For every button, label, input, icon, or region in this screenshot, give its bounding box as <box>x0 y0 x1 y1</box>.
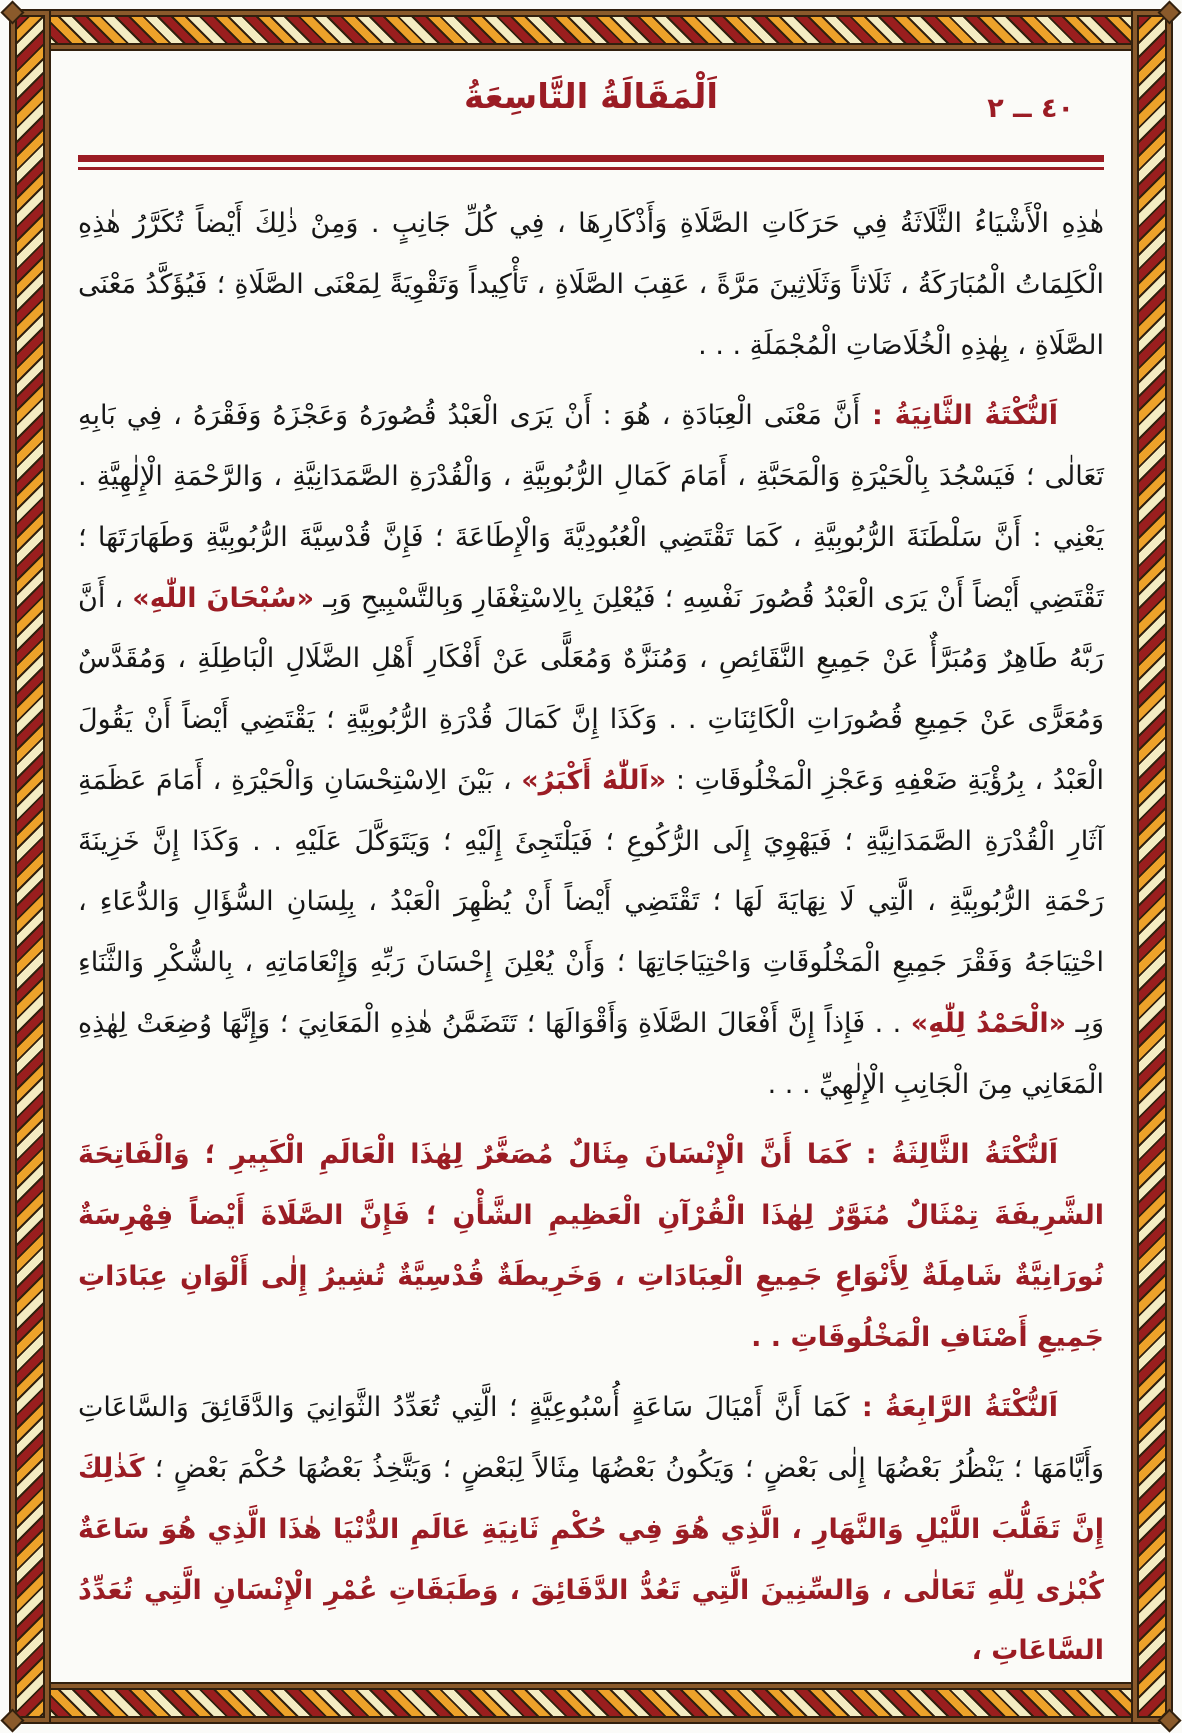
paragraph-2 <box>78 386 1104 1115</box>
text-run-red: كَذٰلِكَ إِنَّ تَقَلُّبَ اللَّيْلِ وَالنَّهَارِ ، الَّذِي هُوَ فِي حُكْمِ ثَانِيَةِ عَالَمِ الدُّنْيَا هٰذَا الَّذِي هُوَ سَاعَةٌ كُبْرٰى لِلّٰهِ تَعَالٰى ، وَالسِّنِينَ الَّتِي تَعُدُّ الدَّقَائِقَ ، وَطَبَقَاتِ عُمْرِ الْإِنْسَانِ الَّتِي تُعَدِّدُ السَّاعَاتِ ، <box>78 1453 1104 1667</box>
section-heading-fourth-point: اَلنُّكْتَةُ الرَّابِعَةُ : <box>849 1392 1058 1424</box>
text-run: ، بَيْنَ الِاسْتِحْسَانِ وَالْحَيْرَةِ ، أَمَامَ عَظَمَةِ آثَارِ الْقُدْرَةِ الصَّمَدَانِيَّةِ ؛ فَيَهْوِيَ إِلَى الرُّكُوعِ ؛ فَيَلْتَجِئَ إِلَيْهِ ؛ وَيَتَوَكَّلَ عَلَيْهِ . . وَكَذَا إِنَّ خَزِينَةَ رَحْمَةِ الرُّبُوبِيَّةِ ، الَّتِي لَا نِهَايَةَ لَهَا ؛ تَقْتَضِي أَيْضاً أَنْ يُظْهِرَ الْعَبْدُ ، بِلِسَانِ السُّؤَالِ وَالدُّعَاءِ ، احْتِيَاجَهُ وَفَقْرَ جَمِيعِ الْمَخْلُوقَاتِ وَاحْتِيَاجَاتِهَا ؛ وَأَنْ يُعْلِنَ إِحْسَانَ رَبِّهِ وَإِنْعَامَاتِهِ ، بِالشُّكْرِ وَالثَّنَاءِ وَبِـ <box>78 764 1104 1039</box>
dhikr-phrase-allahu-akbar: «اَللّٰهُ أَكْبَرُ» <box>521 764 667 796</box>
ornamental-border-right <box>1133 11 1171 1722</box>
page-number: ٤٠ ــ ٢ <box>987 93 1074 124</box>
page-title: اَلْمَقَالَةُ التَّاسِعَةُ <box>464 77 718 117</box>
text-run: ، أَنَّ رَبَّهُ طَاهِرٌ وَمُبَرَّأٌ عَنْ جَمِيعِ النَّقَائِصِ ، وَمُنَزَّهٌ وَمُعَلًّى عَنْ أَفْكَارِ أَهْلِ الضَّلَالِ الْبَاطِلَةِ ، وَمُقَدَّسٌ وَمُعَرًّى عَنْ جَمِيعِ قُصُورَاتِ الْكَائِنَاتِ . . وَكَذَا إِنَّ كَمَالَ قُدْرَةِ الرُّبُوبِيَّةِ ؛ يَقْتَضِي أَيْضاً أَنْ يَقُولَ الْعَبْدُ ، بِرُؤْيَةِ ضَعْفِهِ وَعَجْزِ الْمَخْلُوقَاتِ : <box>78 582 1104 796</box>
body-text <box>78 194 1104 1682</box>
text-run: . . فَإِذاً إِنَّ أَفْعَالَ الصَّلَاةِ وَأَقْوَالَهَا ؛ تَتَضَمَّنُ هٰذِهِ الْمَعَانِيَ ؛ وَإِنَّهَا وُضِعَتْ لِهٰذِهِ الْمَعَانِي مِنَ الْجَانِبِ الْإِلٰهِيِّ . . . <box>78 1007 1104 1100</box>
paragraph-1 <box>78 194 1104 376</box>
text-run: أَنَّ مَعْنَى الْعِبَادَةِ ، هُوَ : أَنْ يَرَى الْعَبْدُ قُصُورَهُ وَعَجْزَهُ وَفَقْرَهُ ، فِي بَابِهِ تَعَالٰى ؛ فَيَسْجُدَ بِالْحَيْرَةِ وَالْمَحَبَّةِ ، أَمَامَ كَمَالِ الرُّبُوبِيَّةِ ، وَالْقُدْرَةِ الصَّمَدَانِيَّةِ ، وَالرَّحْمَةِ الْإِلٰهِيَّةِ . يَعْنِي : أَنَّ سَلْطَنَةَ الرُّبُوبِيَّةِ ، كَمَا تَقْتَضِي الْعُبُودِيَّةَ وَالْإِطَاعَةَ ؛ فَإِنَّ قُدْسِيَّةَ الرُّبُوبِيَّةِ وَطَهَارَتَهَا ؛ تَقْتَضِي أَيْضاً أَنْ يَرَى الْعَبْدُ قُصُورَ نَفْسِهِ ؛ فَيُعْلِنَ بِالِاسْتِغْفَارِ وَبِالتَّسْبِيحِ وَبِـ <box>78 400 1104 614</box>
text-run: كَمَا أَنَّ أَمْيَالَ سَاعَةٍ أُسْبُوعِيَّةٍ ؛ الَّتِي تُعَدِّدُ الثَّوَانِيَ وَالدَّقَائِقَ وَالسَّاعَاتِ وَأَيَّامَهَا ؛ يَنْظُرُ بَعْضُهَا إِلٰى بَعْضٍ ؛ وَيَكُونُ بَعْضُهَا مِثَالاً لِبَعْضٍ ؛ وَيَتَّخِذُ بَعْضُهَا حُكْمَ بَعْضٍ ؛ <box>78 1392 1104 1484</box>
paragraph-3 <box>78 1125 1104 1368</box>
header-divider <box>78 155 1104 170</box>
section-third-point: اَلنُّكْتَةُ الثَّالِثَةُ : كَمَا أَنَّ الْإِنْسَانَ مِثَالٌ مُصَغَّرٌ لِهٰذَا الْعَالَمِ الْكَبِيرِ ؛ وَالْفَاتِحَةَ الشَّرِيفَةَ تِمْثَالٌ مُنَوَّرٌ لِهٰذَا الْقُرْآنِ الْعَظِيمِ الشَّأْنِ ؛ فَإِنَّ الصَّلَاةَ أَيْضاً فِهْرِسَةٌ نُورَانِيَّةٌ شَامِلَةٌ لِأَنْوَاعِ جَمِيعِ الْعِبَادَاتِ ، وَخَرِيطَةٌ قُدْسِيَّةٌ تُشِيرُ إِلٰى أَلْوَانِ عِبَادَاتِ جَمِيعِ أَصْنَافِ الْمَخْلُوقَاتِ . . <box>78 1139 1104 1353</box>
ornamental-border-bottom <box>11 1684 1171 1722</box>
ornamental-border-left <box>11 11 49 1722</box>
page-header <box>78 65 1104 151</box>
page-content <box>56 49 1126 1684</box>
section-heading-second-point: اَلنُّكْتَةُ الثَّانِيَةُ : <box>860 400 1058 432</box>
ornamental-border-top <box>11 11 1171 49</box>
dhikr-phrase-subhanallah: «سُبْحَانَ اللّٰهِ» <box>132 582 315 614</box>
dhikr-phrase-alhamdulillah: «الْحَمْدُ لِلّٰهِ» <box>910 1007 1067 1039</box>
text-run: هٰذِهِ الْأَشْيَاءُ الثَّلَاثَةُ فِي حَرَكَاتِ الصَّلَاةِ وَأَذْكَارِهَا ، فِي كُلِّ جَانِبٍ . وَمِنْ ذٰلِكَ أَيْضاً تُكَرَّرُ هٰذِهِ الْكَلِمَاتُ الْمُبَارَكَةُ ، ثَلَاثاً وَثَلَاثِينَ مَرَّةً ، عَقِبَ الصَّلَاةِ ، تَأْكِيداً وَتَقْوِيَةً لِمَعْنَى الصَّلَاةِ ؛ فَيُؤَكَّدُ مَعْنَى الصَّلَاةِ ، بِهٰذِهِ الْخُلَاصَاتِ الْمُجْمَلَةِ . . . <box>78 208 1104 361</box>
paragraph-4 <box>78 1378 1104 1682</box>
